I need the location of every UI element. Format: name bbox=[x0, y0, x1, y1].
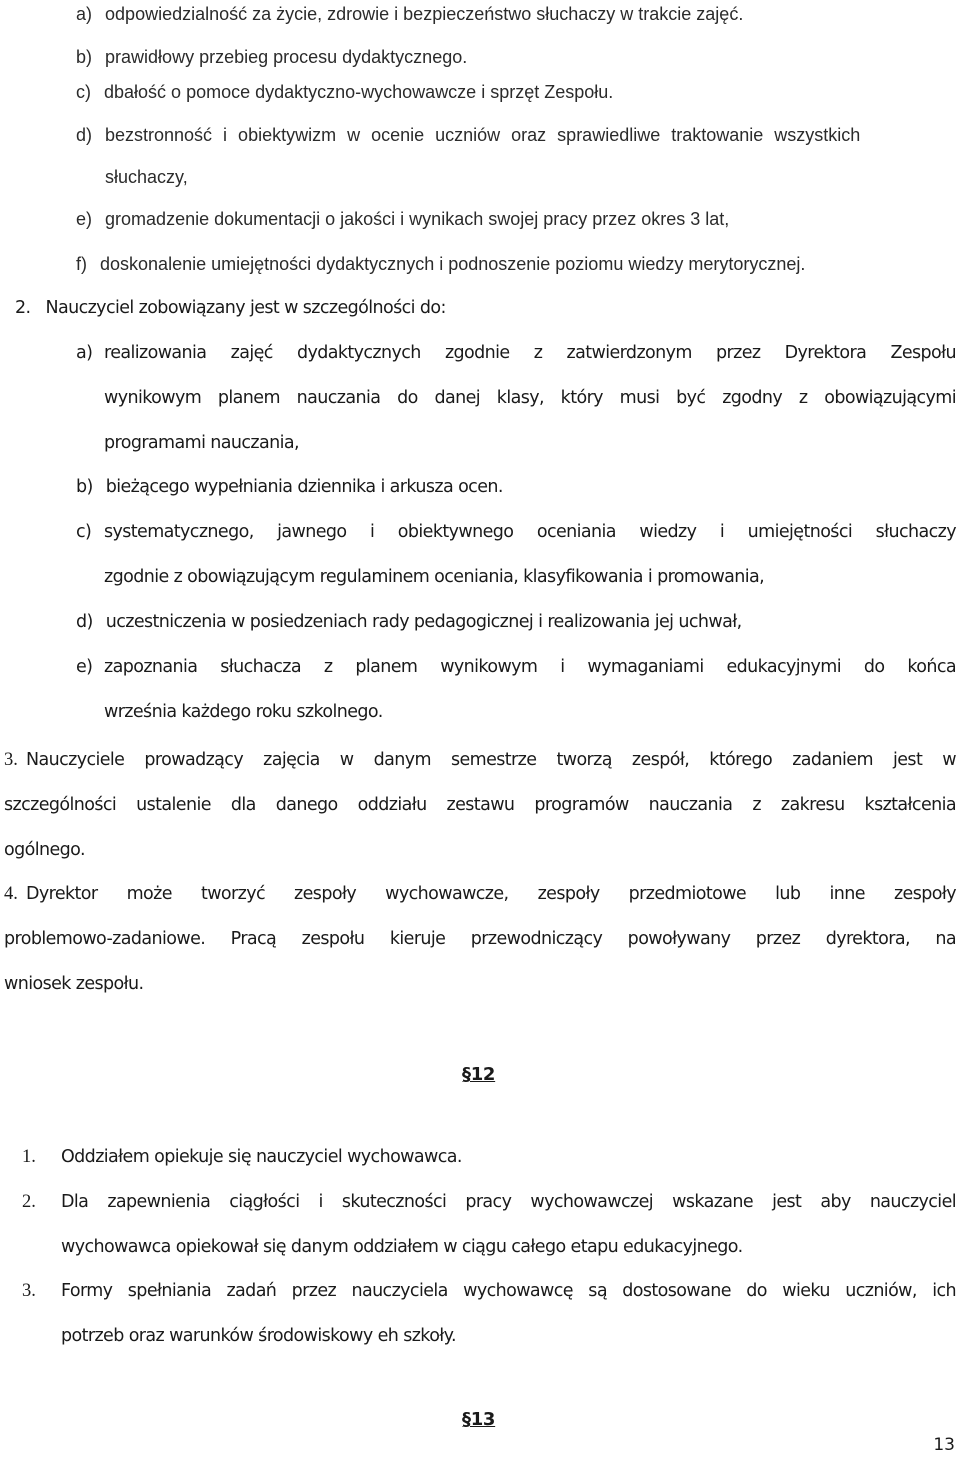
list-item-1e bbox=[76, 209, 729, 230]
list-item-2d bbox=[76, 612, 742, 632]
s12-item-3-line1: Formy spełniania zadań przez nauczyciela wychowawcę są dostosowane do wieku uczniów, ich bbox=[61, 1281, 956, 1301]
s12-item-2-line2: wychowawca opiekował się danym oddziałem w ciągu całego etapu edukacyjnego. bbox=[61, 1237, 743, 1257]
list-item-1b bbox=[76, 47, 467, 68]
list-marker: b) bbox=[76, 47, 93, 67]
list-marker-2e: e) bbox=[76, 657, 93, 677]
s12-item-2-number: 2. bbox=[22, 1192, 36, 1212]
s12-item-3-number: 3. bbox=[22, 1281, 36, 1301]
point-3-number: 3. bbox=[4, 750, 18, 770]
list-text: doskonalenie umiejętności dydaktycznych i podnoszenie poziomu wiedzy merytorycznej. bbox=[100, 254, 806, 274]
list-text: bieżącego wypełniania dziennika i arkusza ocen. bbox=[105, 477, 503, 497]
point-4-line1: Dyrektor może tworzyć zespoły wychowawcze, zespoły przedmiotowe lub inne zespoły bbox=[26, 884, 956, 904]
list-item-1d-line2: słuchaczy, bbox=[105, 167, 188, 187]
point-4-line3: wniosek zespołu. bbox=[4, 974, 144, 994]
list-marker: b) bbox=[76, 477, 93, 497]
list-text: odpowiedzialność za życie, zdrowie i bezpieczeństwo słuchaczy w trakcie zajęć. bbox=[105, 4, 744, 24]
list-marker-2a: a) bbox=[76, 343, 93, 363]
section-heading-13: §13 bbox=[462, 1409, 496, 1430]
list-text: gromadzenie dokumentacji o jakości i wynikach swojej pracy przez okres 3 lat, bbox=[105, 209, 730, 229]
point-text: Nauczyciel zobowiązany jest w szczególności do: bbox=[45, 298, 446, 318]
list-text: dbałość o pomoce dydaktyczno-wychowawcze i sprzęt Zespołu. bbox=[104, 82, 614, 102]
list-text: prawidłowy przebieg procesu dydaktycznego. bbox=[105, 47, 468, 67]
list-marker: e) bbox=[76, 209, 93, 229]
list-marker: c) bbox=[76, 82, 91, 102]
list-marker: f) bbox=[76, 254, 87, 274]
s12-item-3-line2: potrzeb oraz warunków środowiskowy eh szkoły. bbox=[61, 1326, 456, 1346]
list-item-1d-line1 bbox=[105, 125, 955, 146]
list-item-2a-line1: realizowania zajęć dydaktycznych zgodnie z zatwierdzonym przez Dyrektora Zespołu bbox=[104, 343, 956, 363]
page-number: 13 bbox=[933, 1435, 955, 1455]
s12-item-1: Oddziałem opiekuje się nauczyciel wychowawca. bbox=[61, 1147, 462, 1167]
s12-item-1-number: 1. bbox=[22, 1147, 36, 1167]
list-item-2e-line2: września każdego roku szkolnego. bbox=[104, 702, 383, 722]
s12-item-2-line1: Dla zapewnienia ciągłości i skuteczności pracy wychowawczej wskazane jest aby nauczyciel bbox=[61, 1192, 956, 1212]
list-marker: a) bbox=[76, 4, 93, 24]
list-text: bezstronność i obiektywizm w ocenie uczniów oraz sprawiedliwe traktowanie wszystkich bbox=[105, 125, 861, 145]
list-item-1f bbox=[76, 254, 805, 275]
list-marker-2c: c) bbox=[76, 522, 92, 542]
list-item-2c-line2: zgodnie z obowiązującym regulaminem oceniania, klasyfikowania i promowania, bbox=[104, 567, 765, 587]
list-item-1a bbox=[76, 4, 743, 25]
list-item-2c-line1: systematycznego, jawnego i obiektywnego oceniania wiedzy i umiejętności słuchaczy bbox=[104, 522, 956, 542]
list-marker-1d: d) bbox=[76, 125, 93, 145]
point-3-line1: Nauczyciele prowadzący zajęcia w danym semestrze tworzą zespół, którego zadaniem jest w bbox=[26, 750, 956, 770]
point-number: 2. bbox=[15, 298, 31, 318]
list-item-2a-line2: wynikowym planem nauczania do danej klasy, który musi być zgodny z obowiązującymi bbox=[104, 388, 956, 408]
section-heading-12: §12 bbox=[462, 1064, 496, 1085]
point-3-line3: ogólnego. bbox=[4, 840, 85, 860]
list-item-2e-line1: zapoznania słuchacza z planem wynikowym i wymaganiami edukacyjnymi do końca bbox=[104, 657, 956, 677]
list-item-2b bbox=[76, 477, 503, 497]
list-item-2a-line3: programami nauczania, bbox=[104, 433, 299, 453]
list-marker: d) bbox=[76, 612, 93, 632]
point-2-intro bbox=[15, 298, 446, 318]
point-3-line2: szczególności ustalenie dla danego oddziału zestawu programów nauczania z zakresu kształcenia bbox=[4, 795, 956, 815]
list-item-1c bbox=[76, 82, 613, 103]
point-4-number: 4. bbox=[4, 884, 18, 904]
point-4-line2: problemowo-zadaniowe. Pracą zespołu kieruje przewodniczący powoływany przez dyrektora, na bbox=[4, 929, 956, 949]
list-text: uczestniczenia w posiedzeniach rady pedagogicznej i realizowania jej uchwał, bbox=[105, 612, 742, 632]
